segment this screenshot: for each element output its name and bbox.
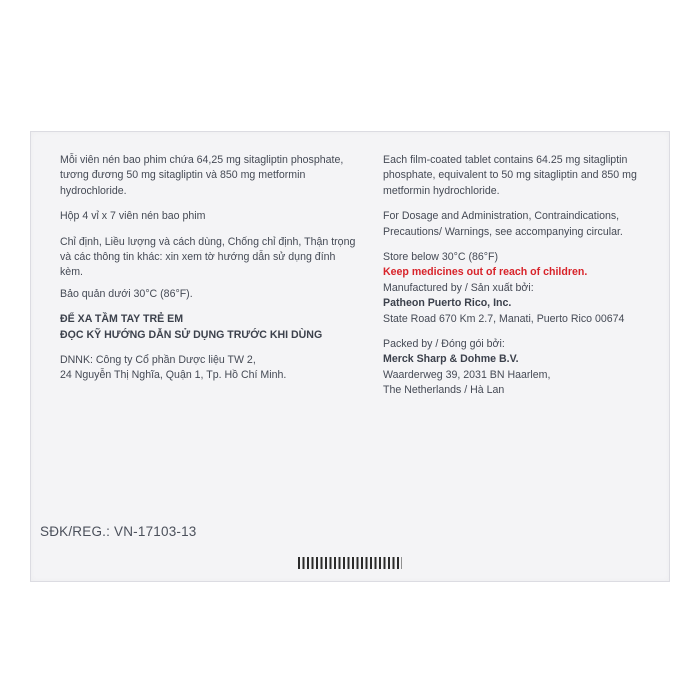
warning-keep-away-vi: ĐỂ XA TẦM TAY TRẺ EM: [60, 313, 184, 326]
packed-by-label: Packed by / Đóng gói bởi:: [383, 338, 505, 351]
vietnamese-text-column: [60, 153, 360, 384]
packer-name: Merck Sharp & Dohme B.V.: [383, 353, 519, 366]
packer-address: Waarderweg 39, 2031 BN Haarlem, The Netherlands / Hà Lan: [383, 368, 551, 397]
storage-vi: Bảo quản dưới 30°C (86°F).: [60, 287, 193, 300]
composition-vi: Mỗi viên nén bao phim chứa 64,25 mg sitagliptin phosphate, tương đương 50 mg sitagliptin và 850 mg metformin hydrochloride.: [60, 154, 344, 197]
warning-read-leaflet-vi: ĐỌC KỸ HƯỚNG DẪN SỬ DỤNG TRƯỚC KHI DÙNG: [60, 328, 323, 341]
storage-en: Store below 30°C (86°F): [383, 251, 499, 264]
dosage-en: For Dosage and Administration, Contraindications, Precautions/ Warnings, see accompanying circular.: [383, 210, 623, 238]
manufacturer-address: State Road 670 Km 2.7, Manati, Puerto Rico 00674: [383, 312, 625, 325]
keep-away-warning-en: Keep medicines out of reach of children.: [383, 266, 588, 279]
manufacturer-name: Patheon Puerto Rico, Inc.: [383, 297, 512, 310]
indications-vi: Chỉ định, Liều lượng và cách dùng, Chống chỉ định, Thận trọng và các thông tin khác: xin xem tờ hướng dẫn sử dụng đính kèm.: [60, 235, 356, 279]
registration-number: SĐK/REG.: VN-17103-13: [40, 524, 197, 539]
barcode-strip: [298, 557, 402, 569]
package-vi: Hộp 4 vỉ x 7 viên nén bao phim: [60, 210, 206, 223]
manufactured-by-label: Manufactured by / Sản xuất bởi:: [383, 281, 534, 294]
composition-en: Each film-coated tablet contains 64.25 mg sitagliptin phosphate, equivalent to 50 mg sitagliptin and 850 mg metformin hydrochloride.: [383, 154, 637, 197]
english-text-column: [383, 153, 668, 399]
importer-vi: DNNK: Công ty Cổ phần Dược liệu TW 2, 24 Nguyễn Thị Nghĩa, Quận 1, Tp. Hồ Chí Minh.: [60, 354, 287, 382]
